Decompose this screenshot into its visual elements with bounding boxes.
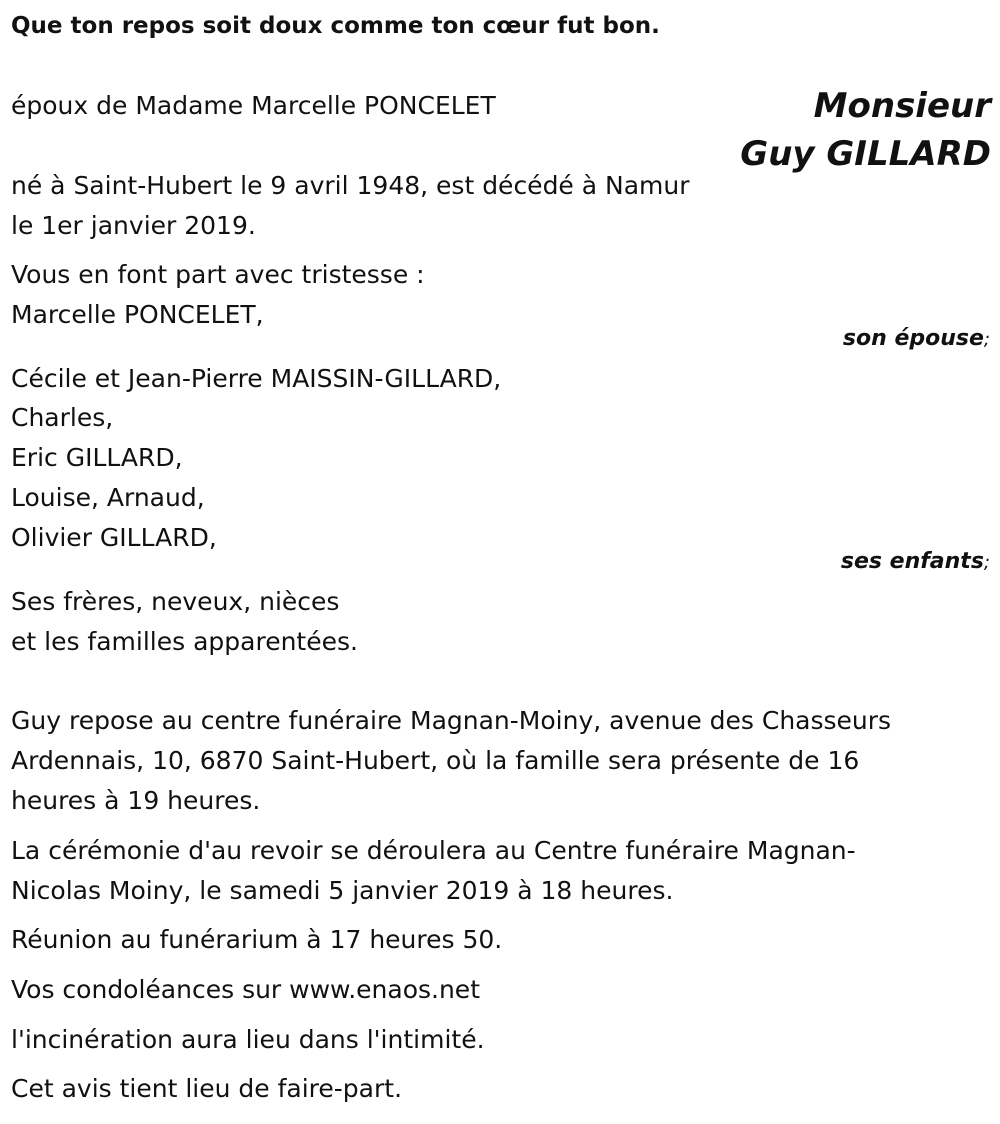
motto: Que ton repos soit doux comme ton cœur fut bon.: [11, 13, 660, 39]
children-role-punct: ;: [983, 552, 990, 573]
spouse-role-label: son épouse: [842, 326, 984, 351]
cremation-line: l'incinération aura lieu dans l'intimité.: [11, 1025, 485, 1054]
spouse-line: époux de Madame Marcelle PONCELET: [11, 91, 496, 120]
deceased-title: Monsieur: [813, 86, 991, 126]
spouse-role: [843, 326, 990, 353]
child-line: Cécile et Jean-Pierre MAISSIN-GILLARD,: [11, 364, 502, 393]
repose-line: Ardennais, 10, 6870 Saint-Hubert, où la famille sera présente de 16: [11, 746, 860, 775]
birth-line-1: né à Saint-Hubert le 9 avril 1948, est décédé à Namur: [11, 171, 690, 200]
announcers-heading: Vous en font part avec tristesse :: [11, 260, 425, 289]
repose-line: Guy repose au centre funéraire Magnan-Moiny, avenue des Chasseurs: [11, 706, 892, 735]
birth-line-2: le 1er janvier 2019.: [11, 211, 256, 240]
repose-line: heures à 19 heures.: [11, 786, 261, 815]
others-line: et les familles apparentées.: [11, 627, 358, 656]
child-line: Louise, Arnaud,: [11, 483, 205, 512]
others-line: Ses frères, neveux, nièces: [11, 587, 340, 616]
child-line: Charles,: [11, 403, 114, 432]
deceased-name: Guy GILLARD: [740, 134, 991, 174]
condolences-line: Vos condoléances sur www.enaos.net: [11, 975, 480, 1004]
children-role: [841, 549, 990, 576]
child-line: Eric GILLARD,: [11, 443, 183, 472]
ceremony-line: Nicolas Moiny, le samedi 5 janvier 2019 à 18 heures.: [11, 876, 674, 905]
spouse-name: Marcelle PONCELET,: [11, 300, 264, 329]
children-role-label: ses enfants: [840, 549, 984, 574]
meeting-line: Réunion au funérarium à 17 heures 50.: [11, 925, 503, 954]
spouse-role-punct: ;: [983, 329, 990, 350]
ceremony-line: La cérémonie d'au revoir se déroulera au Centre funéraire Magnan-: [11, 836, 856, 865]
notice-line: Cet avis tient lieu de faire-part.: [11, 1074, 403, 1103]
child-line: Olivier GILLARD,: [11, 523, 217, 552]
